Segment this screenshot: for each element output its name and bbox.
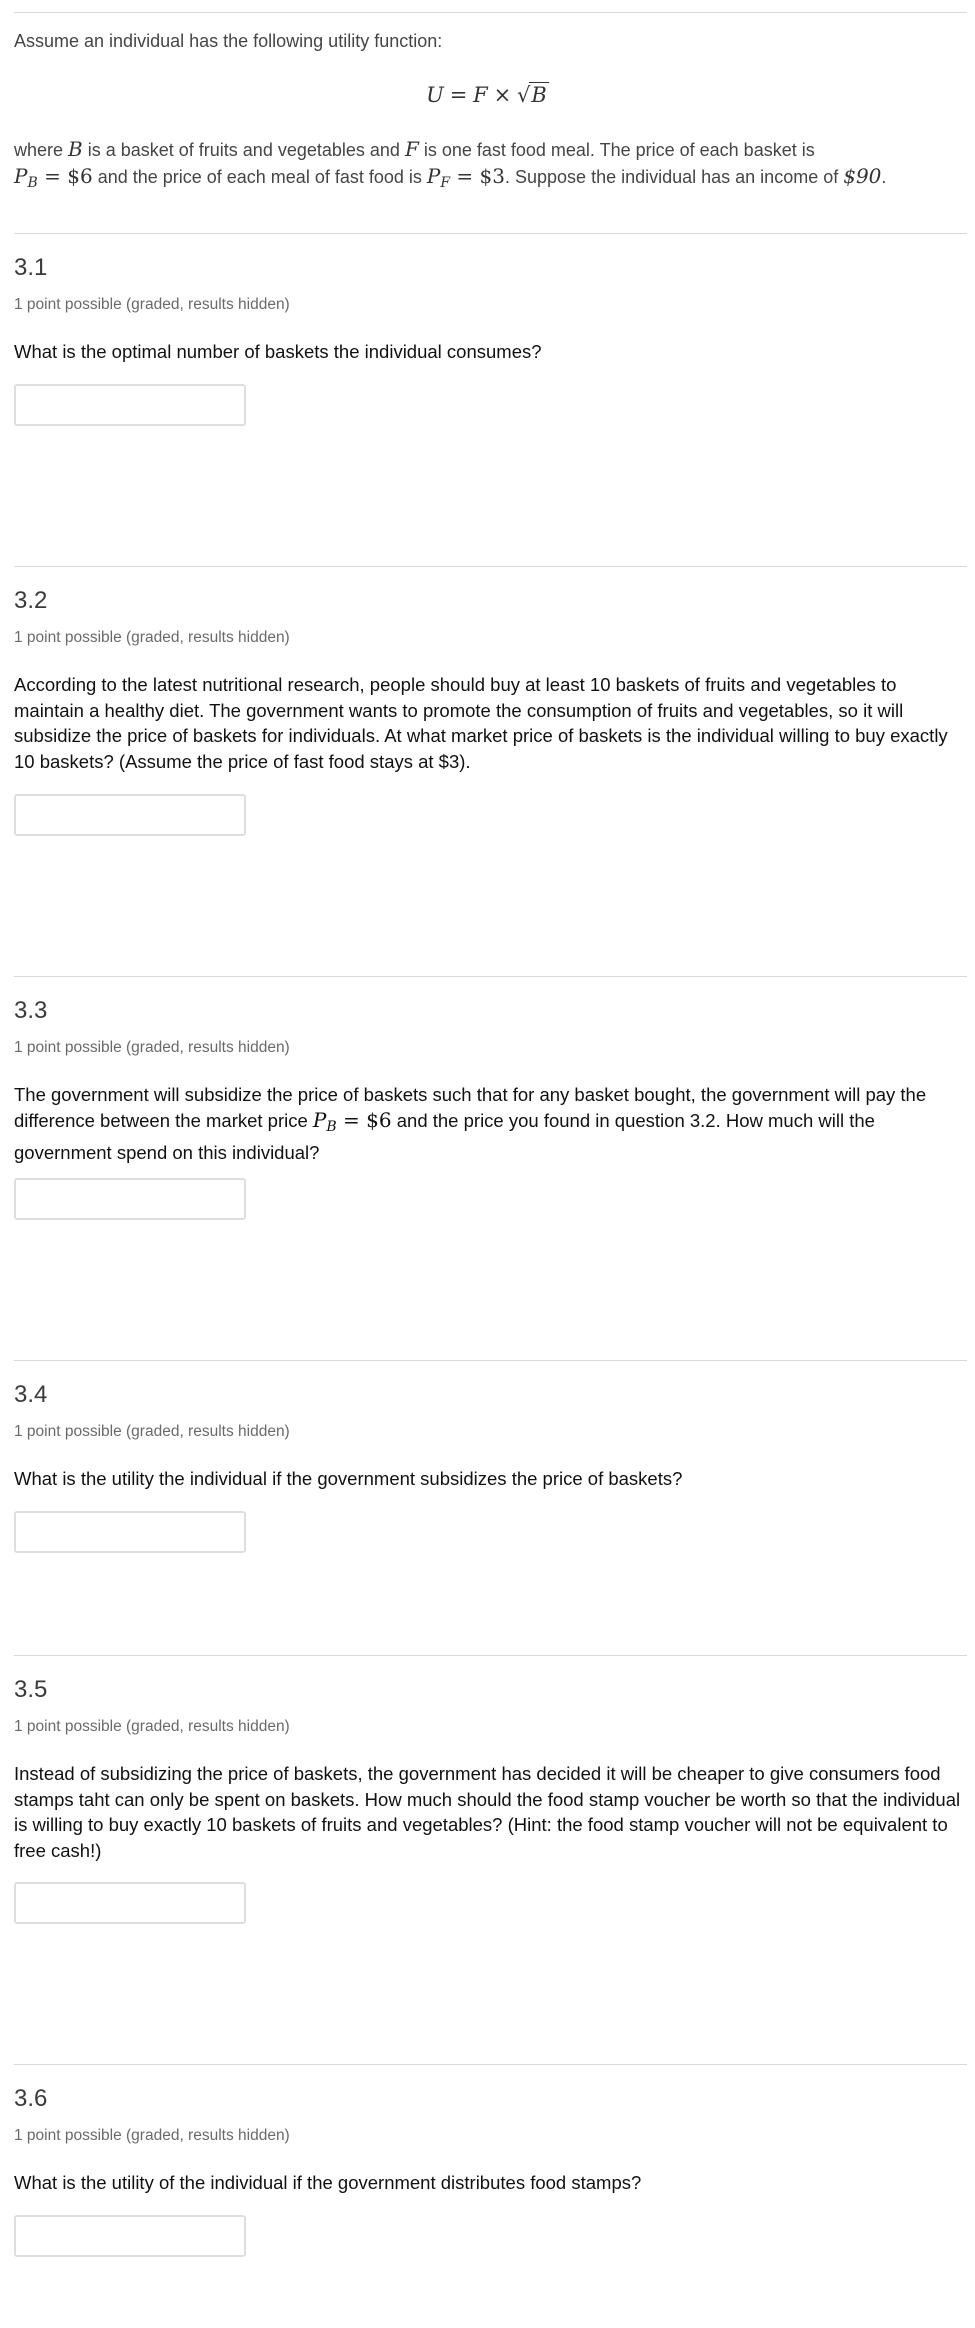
question-number: 3.3 [14,997,48,1024]
question-meta: 1 point possible (graded, results hidden) [14,1718,290,1735]
question-meta: 1 point possible (graded, results hidden) [14,1039,290,1056]
question-text: The government will subsidize the price of baskets such that for any basket bought, the government will pay the difference between the market price $P_B$ = $6 and the price you found in question 3.2. How much will the government spend on this individual? [14,1084,927,1164]
question-number: 3.4 [14,1381,48,1408]
divider-3-2 [14,566,967,567]
question-number: 3.6 [14,2085,48,2112]
question-meta: 1 point possible (graded, results hidden) [14,629,290,646]
answer-input-3-3[interactable] [14,1178,246,1220]
question-text: Instead of subsidizing the price of baskets, the government has decided it will be cheaper to give consumers food stamps taht can only be spent on baskets. How much should the food stamp voucher be worth so that the individual is willing to buy exactly 10 baskets of fruits and vegetables? (Hint: the food stamp voucher will not be equivalent to free cash!) [14,1763,961,1861]
question-meta: 1 point possible (graded, results hidden) [14,2127,290,2144]
answer-input-3-2[interactable] [14,794,246,836]
divider-3-4 [14,1360,967,1361]
question-meta: 1 point possible (graded, results hidden) [14,296,290,313]
formula-f: F [473,83,488,107]
answer-input-3-1[interactable] [14,384,246,426]
answer-input-3-4[interactable] [14,1511,246,1553]
question-text: What is the optimal number of baskets the individual consumes? [14,341,542,362]
utility-formula [0,82,975,108]
intro-paragraph [14,136,964,196]
question-text: According to the latest nutritional research, people should buy at least 10 baskets of fruits and vegetables to maintain a healthy diet. The government wants to promote the consumption of fruits and vegetables, so it will subsidize the price of baskets for individuals. At what market price of baskets is the individual willing to buy exactly 10 baskets? (Assume the price of fast food stays at $3). [14,674,948,772]
formula-b: B [531,83,547,107]
divider-3-3 [14,976,967,977]
question-text: What is the utility of the individual if the government distributes food stamps? [14,2172,642,2193]
divider-3-1 [14,233,967,234]
question-number: 3.5 [14,1676,48,1703]
question-meta: 1 point possible (graded, results hidden) [14,1423,290,1440]
intro-lead: Assume an individual has the following utility function: [14,31,443,51]
top-divider [14,12,967,13]
divider-3-6 [14,2064,967,2065]
formula-u: U [426,83,444,107]
formula-root-sign: √ [517,83,531,107]
intro-line-1: where B is a basket of fruits and vegetables and F is one fast food meal. The price of each basket is [14,137,815,161]
formula-eq: = [449,83,468,107]
answer-input-3-5[interactable] [14,1882,246,1924]
answer-input-3-6[interactable] [14,2215,246,2257]
question-number: 3.2 [14,587,48,614]
formula-times: × [493,83,512,107]
intro-line-2: $P_B$ = $6 and the price of each meal of fast food is $P_F$ = $3. Suppose the individual has an income of $90. [14,164,887,192]
question-text: What is the utility the individual if the government subsidizes the price of baskets? [14,1468,683,1489]
divider-3-5 [14,1655,967,1656]
question-number: 3.1 [14,254,48,281]
